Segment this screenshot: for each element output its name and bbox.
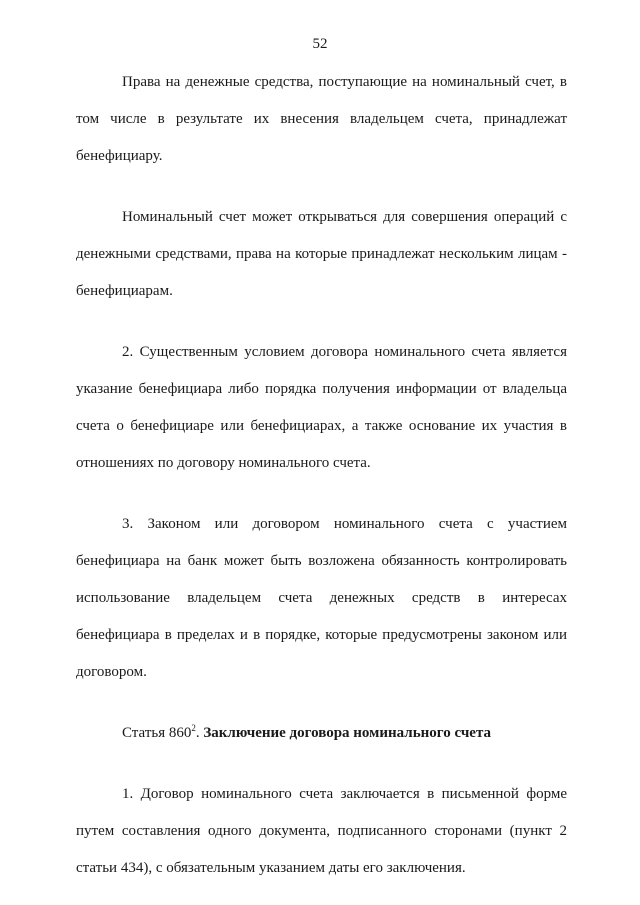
- document-body: [76, 64, 567, 887]
- paragraph-bank-control: 3. Законом или договором номинального счета с участием бенефициара на банк может быть возложена обязанность контролировать использование владельцем счета денежных средств в интересах бенефициара в пределах и в порядке, которые предусмотрены законом или договором.: [76, 516, 567, 680]
- article-heading: [76, 715, 567, 752]
- page-number: 52: [312, 36, 328, 52]
- paragraph-rights-to-funds: Права на денежные средства, поступающие на номинальный счет, в том числе в результате их внесения владельцем счета, принадлежат бенефициару.: [76, 74, 567, 164]
- article-number: Статья 860: [122, 725, 192, 741]
- paragraph-multiple-beneficiaries: Номинальный счет может открываться для совершения операций с денежными средствами, права на которые принадлежат нескольким лицам - бенефициарам.: [76, 209, 567, 299]
- article-title: Заключение договора номинального счета: [203, 725, 491, 741]
- article-separator: .: [195, 725, 204, 741]
- paragraph-essential-condition: 2. Существенным условием договора номинального счета является указание бенефициара либо порядка получения информации от владельца счета о бенефициаре или бенефициарах, а также основание их участия в отношениях по договору номинального счета.: [76, 344, 567, 471]
- article-number-superscript: 2: [191, 723, 196, 733]
- paragraph-contract-form: 1. Договор номинального счета заключается в письменной форме путем составления одного документа, подписанного сторонами (пункт 2 статьи 434), с обязательным указанием даты его заключения.: [76, 786, 567, 876]
